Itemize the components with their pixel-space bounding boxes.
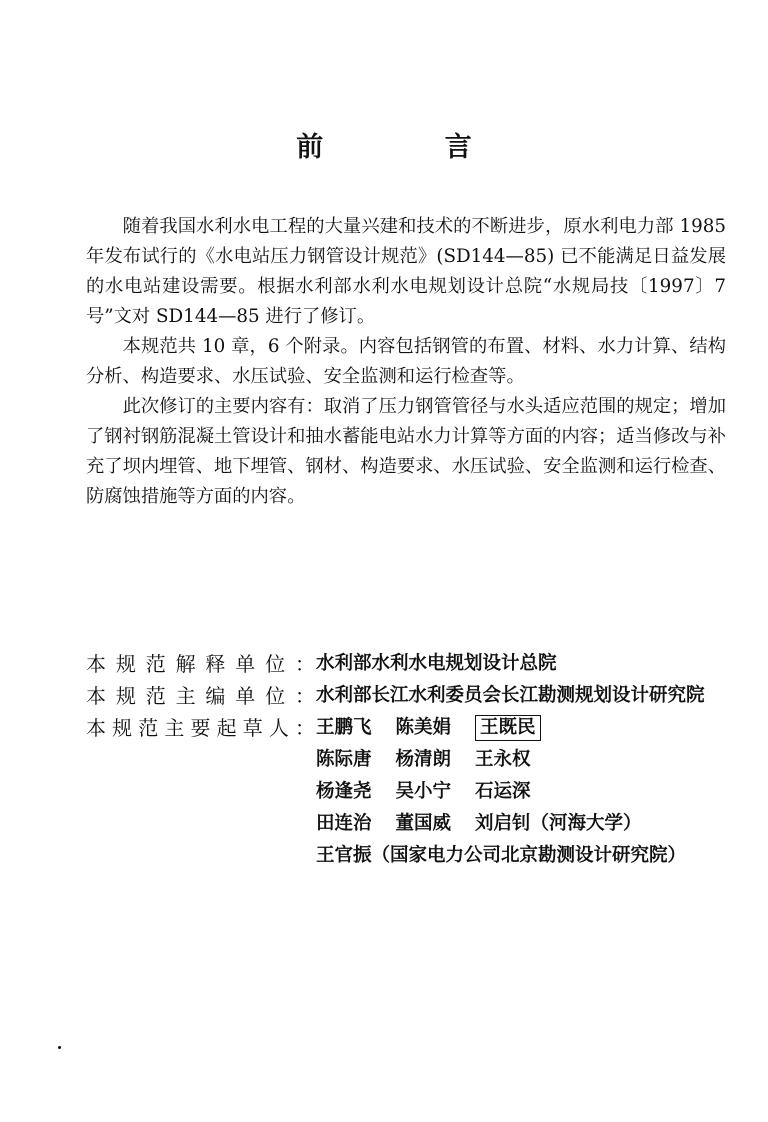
interpretation-unit-row <box>86 648 746 680</box>
interpretation-unit-label: 本规范解释单位： <box>86 652 316 676</box>
drafter-name: 刘启钊（河海大学） <box>475 813 642 834</box>
drafter-name: 陈美娟 <box>395 717 452 738</box>
drafters-row <box>86 712 746 872</box>
drafters-line <box>316 808 746 840</box>
drafter-name: 陈际唐 <box>316 749 372 770</box>
paragraph-2: 本规范共 10 章，6 个附录。内容包括钢管的布置、材料、水力计算、结构分析、构造要求、水压试验、安全监测和运行检查等。 <box>86 336 726 387</box>
drafters-line <box>316 712 746 744</box>
drafters-line <box>316 776 746 808</box>
drafter-name-boxed: 王既民 <box>475 715 541 741</box>
drafter-name: 王永权 <box>475 749 531 770</box>
chief-editor-unit-label: 本规范主编单位： <box>86 684 316 708</box>
paragraph-3: 此次修订的主要内容有：取消了压力钢管管径与水头适应范围的规定；增加了钢衬钢筋混凝土管设计和抽水蓄能电站水力计算等方面的内容；适当修改与补充了坝内埋管、地下埋管、钢材、构造要求、水压试验、安全监测和运行检查、防腐蚀措施等方面的内容。 <box>86 396 726 507</box>
drafter-name: 杨逢尧 <box>316 781 372 802</box>
paragraph-1: 随着我国水利水电工程的大量兴建和技术的不断进步，原水利电力部 1985 年发布试行的《水电站压力钢管设计规范》(SD144—85) 已不能满足日益发展的水电站建设需要。根据水利部水利水电规划设计总院“水规局技〔1997〕7 号”文对 SD144—85 进行了修订。 <box>86 216 726 327</box>
drafter-name: 王鹏飞 <box>316 717 372 738</box>
drafter-name: 石运深 <box>475 781 531 802</box>
drafters-line <box>316 744 746 776</box>
drafter-name: 田连治 <box>316 813 372 834</box>
drafter-name: 吴小宁 <box>395 781 452 802</box>
interpretation-unit-value: 水利部水利水电规划设计总院 <box>316 653 557 674</box>
chief-editor-unit-row <box>86 680 746 712</box>
preface-body <box>86 212 726 512</box>
responsible-units <box>86 648 746 872</box>
drafter-name: 杨清朗 <box>395 749 452 770</box>
drafters-label: 本规范主要起草人： <box>86 716 316 740</box>
drafters-line <box>316 840 746 872</box>
page-title: 前 言 <box>296 132 528 163</box>
page-dot <box>58 1046 61 1049</box>
chief-editor-unit-value: 水利部长江水利委员会长江勘测规划设计研究院 <box>316 685 705 706</box>
drafters-list <box>316 712 746 872</box>
drafter-name-with-affiliation: 王官振（国家电力公司北京勘测设计研究院） <box>316 845 687 866</box>
drafter-name: 董国威 <box>395 813 452 834</box>
